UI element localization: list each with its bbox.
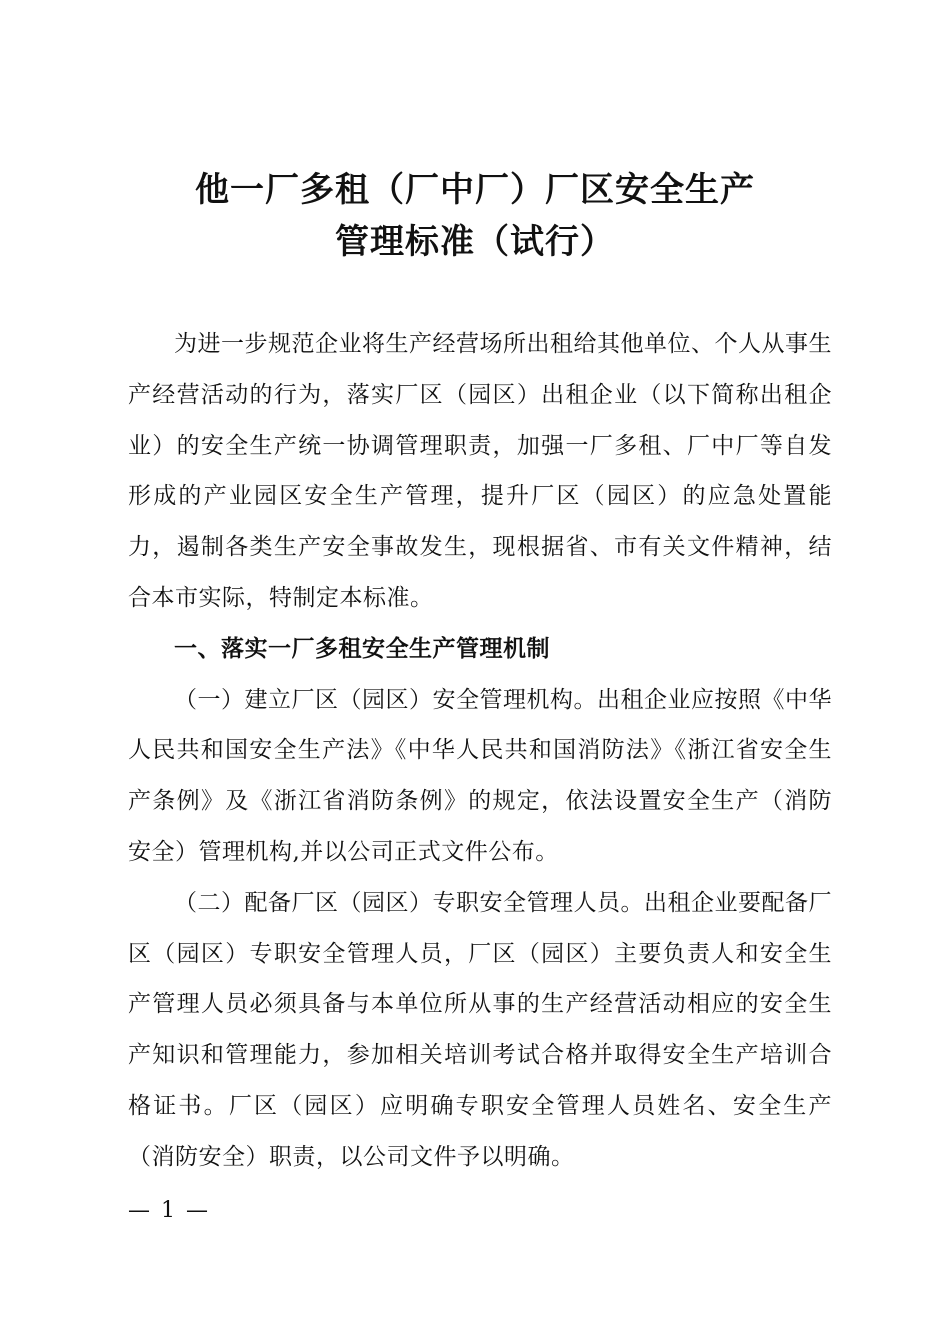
section-heading: 一、落实一厂多租安全生产管理机制 (174, 635, 550, 662)
document-body (128, 319, 832, 1183)
document-title-line-1: 他一厂多租（厂中厂）厂区安全生产 (195, 170, 755, 210)
clause-paragraph-1: （一）建立厂区（园区）安全管理机构。出租企业应按照《中华人民共和国安全生产法》《中华人民共和国消防法》《浙江省安全生产条例》及《浙江省消防条例》的规定，依法设置安全生产（消防安全）管理机构,并以公司正式文件公布。 (128, 686, 832, 865)
document-title-line-2: 管理标准（试行） (335, 222, 615, 262)
intro-paragraph: 为进一步规范企业将生产经营场所出租给其他单位、个人从事生产经营活动的行为，落实厂区（园区）出租企业（以下简称出租企业）的安全生产统一协调管理职责，加强一厂多租、厂中厂等自发形成的产业园区安全生产管理，提升厂区（园区）的应急处置能力，遏制各类生产安全事故发生，现根据省、市有关文件精神，结合本市实际，特制定本标准。 (128, 331, 832, 611)
page-number: — 1 — (128, 1198, 210, 1223)
clause-paragraph-2: （二）配备厂区（园区）专职安全管理人员。出租企业要配备厂区（园区）专职安全管理人员，厂区（园区）主要负责人和安全生产管理人员必须具备与本单位所从事的生产经营活动相应的安全生产知识和管理能力，参加相关培训考试合格并取得安全生产培训合格证书。厂区（园区）应明确专职安全管理人员姓名、安全生产（消防安全）职责，以公司文件予以明确。 (128, 889, 832, 1170)
